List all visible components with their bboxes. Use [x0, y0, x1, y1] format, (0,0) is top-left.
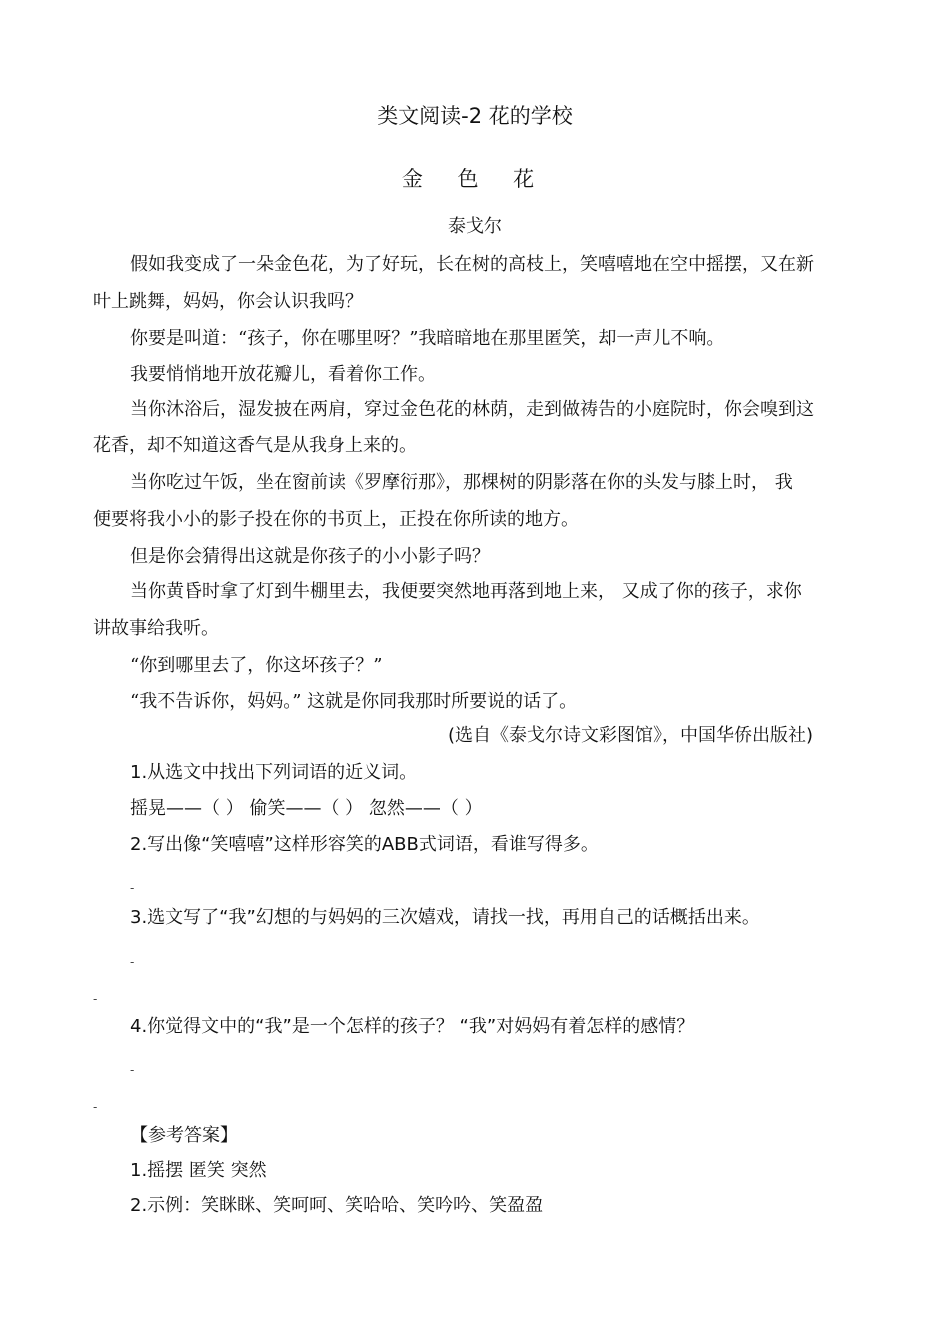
poem-author: 泰戈尔	[448, 216, 502, 237]
passage-paragraph-1-line-2: 叶上跳舞，妈妈，你会认识我吗？	[93, 291, 363, 312]
answer-line-mark: -	[93, 992, 98, 1006]
passage-paragraph-7-line-2: 讲故事给我听。	[93, 618, 219, 639]
passage-paragraph-2: 你要是叫道：“孩子，你在哪里呀？”我暗暗地在那里匿笑，却一声儿不响。	[130, 328, 725, 349]
answer-line-mark: -	[130, 1063, 135, 1077]
poem-title: 金 色 花	[401, 167, 549, 191]
document-title: 类文阅读-2 花的学校	[377, 104, 573, 128]
passage-paragraph-5-line-2: 便要将我小小的影子投在你的书页上，正投在你所读的地方。	[93, 509, 579, 530]
passage-paragraph-4-line-1: 当你沐浴后，湿发披在两肩，穿过金色花的林荫，走到做祷告的小庭院时，你会嗅到这	[130, 399, 814, 420]
question-4: 4.你觉得文中的“我”是一个怎样的孩子？ “我”对妈妈有着怎样的感情？	[130, 1016, 695, 1037]
question-1-blanks: 摇晃——（ ） 偷笑——（ ） 忽然——（ ）	[130, 798, 483, 819]
question-2: 2.写出像“笑嘻嘻”这样形容笑的ABB式词语，看谁写得多。	[130, 834, 599, 855]
answer-line-mark: -	[130, 881, 135, 895]
passage-source: (选自《泰戈尔诗文彩图馆》，中国华侨出版社)	[448, 725, 814, 746]
question-1: 1.从选文中找出下列词语的近义词。	[130, 762, 418, 783]
passage-paragraph-3: 我要悄悄地开放花瓣儿，看着你工作。	[130, 364, 436, 385]
answer-line-mark: -	[93, 1100, 98, 1114]
answer-1: 1.摇摆 匿笑 突然	[130, 1160, 267, 1181]
passage-paragraph-7-line-1: 当你黄昏时拿了灯到牛棚里去，我便要突然地再落到地上来， 又成了你的孩子，求你	[130, 581, 802, 602]
passage-paragraph-9: “我不告诉你，妈妈。” 这就是你同我那时所要说的话了。	[130, 691, 578, 712]
answer-line-mark: -	[130, 955, 135, 969]
passage-paragraph-5-line-1: 当你吃过午饭，坐在窗前读《罗摩衍那》，那棵树的阴影落在你的头发与膝上时， 我	[130, 472, 793, 493]
passage-paragraph-6: 但是你会猜得出这就是你孩子的小小影子吗？	[130, 546, 490, 567]
answer-key-heading: 【参考答案】	[130, 1125, 238, 1146]
passage-paragraph-8: “你到哪里去了，你这坏孩子？”	[130, 655, 383, 676]
passage-paragraph-4-line-2: 花香，却不知道这香气是从我身上来的。	[93, 435, 417, 456]
answer-2: 2.示例：笑眯眯、笑呵呵、笑哈哈、笑吟吟、笑盈盈	[130, 1195, 544, 1216]
passage-paragraph-1-line-1: 假如我变成了一朵金色花，为了好玩，长在树的高枝上，笑嘻嘻地在空中摇摆，又在新	[130, 254, 814, 275]
question-3: 3.选文写了“我”幻想的与妈妈的三次嬉戏，请找一找，再用自己的话概括出来。	[130, 907, 760, 928]
